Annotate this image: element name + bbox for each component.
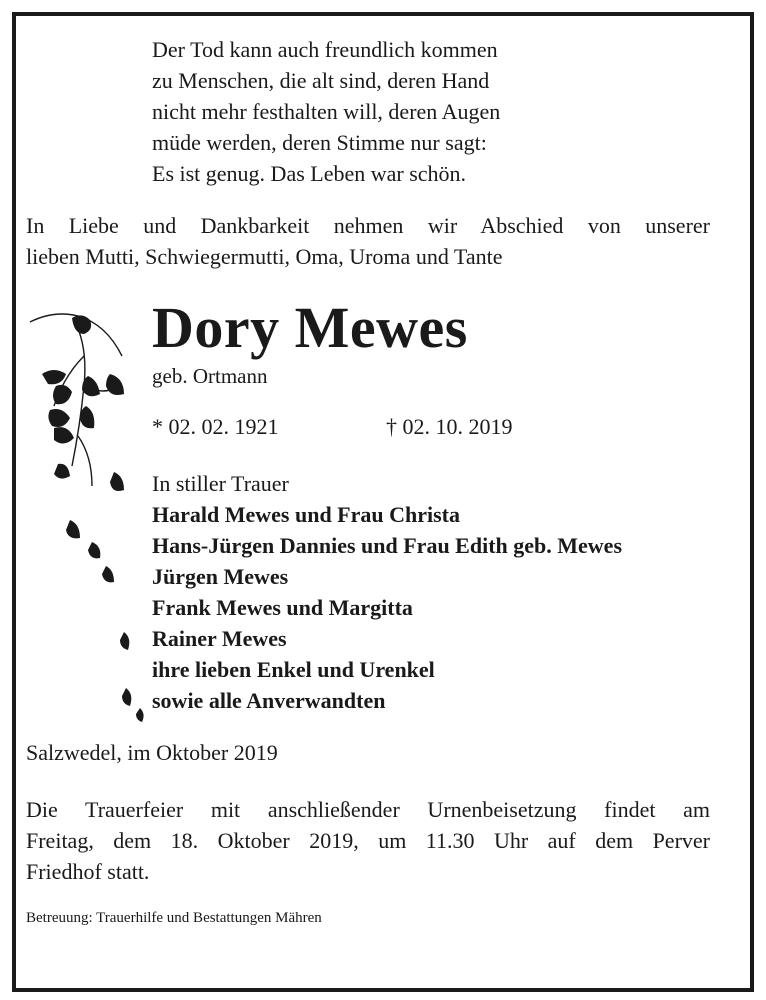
birth-name: geb. Ortmann	[152, 364, 268, 388]
leaf-branch-icon	[14, 296, 144, 736]
mourner-entry: ihre lieben Enkel und Urenkel	[152, 657, 435, 682]
poem-line: Der Tod kann auch freundlich kommen	[152, 37, 498, 62]
mourners-heading: In stiller Trauer	[152, 471, 289, 496]
deceased-name: Dory Mewes	[152, 295, 468, 360]
service-line: Freitag, dem 18. Oktober 2019, um 11.30 Uhr auf dem Perver	[26, 828, 710, 853]
mourner-entry: Harald Mewes und Frau Christa	[152, 502, 460, 527]
service-info	[26, 794, 710, 887]
intro-text	[26, 210, 710, 272]
mourner-entry: Jürgen Mewes	[152, 564, 289, 589]
poem-line: nicht mehr festhalten will, deren Augen	[152, 99, 501, 124]
service-line: Friedhof statt.	[26, 859, 150, 884]
poem-line: müde werden, deren Stimme nur sagt:	[152, 130, 487, 155]
poem-line: zu Menschen, die alt sind, deren Hand	[152, 68, 490, 93]
mourner-entry: sowie alle Anverwandten	[152, 688, 386, 713]
birth-date: * 02. 02. 1921	[152, 414, 279, 439]
mourner-entry: Hans-Jürgen Dannies und Frau Edith geb. Mewes	[152, 533, 623, 558]
service-line: Die Trauerfeier mit anschließender Urnenbeisetzung findet am	[26, 797, 710, 822]
mourner-entry: Rainer Mewes	[152, 626, 287, 651]
death-date: † 02. 10. 2019	[386, 414, 513, 439]
poem	[152, 34, 500, 189]
mourner-entry: Frank Mewes und Margitta	[152, 595, 413, 620]
mourners-list	[152, 468, 622, 716]
intro-line: lieben Mutti, Schwiegermutti, Oma, Uroma und Tante	[26, 244, 503, 269]
place-date: Salzwedel, im Oktober 2019	[26, 740, 278, 765]
intro-line: In Liebe und Dankbarkeit nehmen wir Abschied von unserer	[26, 213, 710, 238]
poem-line: Es ist genug. Das Leben war schön.	[152, 161, 467, 186]
undertaker-credit: Betreuung: Trauerhilfe und Bestattungen Mähren	[26, 910, 322, 926]
